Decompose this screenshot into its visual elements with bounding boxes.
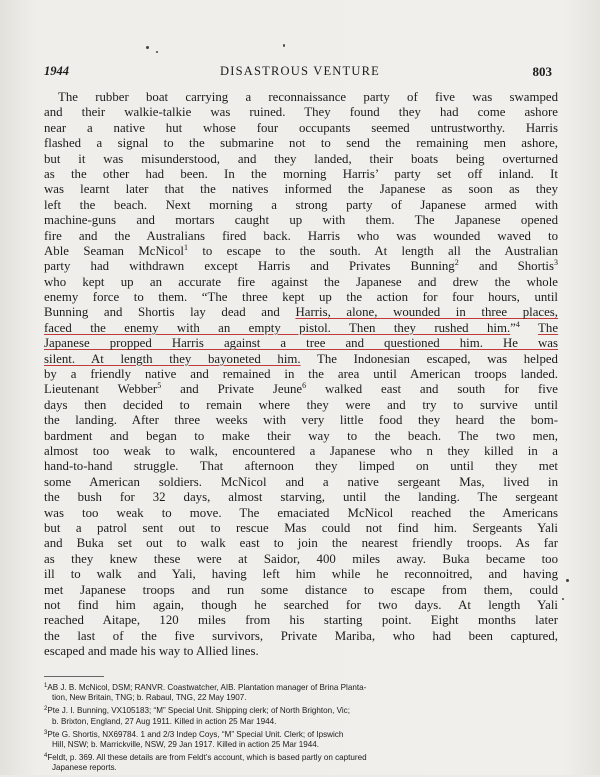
footnote-line	[44, 740, 558, 750]
text-segment: days then decided to remain where they were and try to survive until	[44, 397, 558, 412]
scan-speck	[146, 46, 149, 49]
text-segment: left the beach. Next morning a strong party of Japanese armed with	[44, 197, 558, 212]
footnote-line	[44, 717, 558, 727]
text-segment: the last of the five survivors, Private Mariba, who had been captured,	[44, 628, 558, 643]
text-line	[44, 536, 558, 551]
page-number: 803	[532, 64, 552, 79]
text-segment: and their walkie-talkie was ruined. They found they had come ashore	[44, 105, 558, 120]
text-line	[44, 121, 558, 136]
text-segment: as the other had been. In the morning Harris’ party set off inland. It	[44, 166, 558, 181]
text-segment: the bush for 32 days, almost starving, until the landing. The sergeant	[44, 490, 558, 505]
footnote	[44, 683, 558, 703]
text-segment: Able Seaman McNicol	[44, 243, 184, 258]
footnote-text: Feldt, p. 369. All these details are from Feldt’s account, which is based partly on captured	[47, 753, 367, 763]
footnote-line	[44, 683, 558, 693]
footnote-divider	[44, 676, 104, 677]
text-line	[44, 352, 558, 367]
footnote-text: Hill, NSW; b. Marrickville, NSW, 29 Jan 1917. Killed in action 25 Mar 1944.	[52, 740, 320, 750]
text-line	[44, 644, 558, 659]
footnote-reference: 3	[554, 258, 558, 268]
text-segment: the landing. After three weeks with very little food they heard the bom-	[44, 413, 558, 428]
text-line	[44, 382, 558, 397]
text-segment: Bunning and Shortis lay dead and	[44, 305, 296, 320]
text-line	[44, 198, 558, 213]
footnote-text: Japanese reports.	[52, 763, 117, 773]
footnote-line	[44, 706, 558, 716]
underlined-text: Japanese propped Harris against a tree and questioned him. He was	[44, 336, 558, 351]
text-line	[44, 567, 558, 582]
text-line	[44, 398, 558, 413]
text-segment: reached Aitape, 120 miles from his starting point. Eight months later	[44, 613, 558, 628]
footnote-text: AB J. B. McNicol, DSM; RANVR. Coastwatcher, AIB. Plantation manager of Brina Planta-	[47, 683, 367, 692]
text-segment: escaped and made his way to Allied lines.	[44, 644, 259, 659]
footnote-reference: 1	[183, 242, 188, 252]
scan-speck	[156, 51, 158, 53]
header-title: DISASTROUS VENTURE	[220, 64, 380, 78]
footnote-text: b. Brixton, England, 27 Aug 1911. Killed in action 25 Mar 1944.	[52, 716, 277, 726]
footnote-text: tion, New Britain, TNG; b. Rabaul, TNG, 22 May 1907.	[52, 693, 247, 703]
text-line	[44, 290, 558, 305]
scan-speck	[566, 579, 569, 582]
text-line	[44, 629, 558, 644]
text-segment: and Private Jeune	[161, 382, 303, 397]
text-line	[44, 598, 558, 613]
text-line	[44, 321, 558, 336]
text-segment: party had withdrawn except Harris and Privates Bunning	[44, 259, 455, 274]
text-segment: some American soldiers. McNicol and a native sergeant Mas, lived in	[44, 474, 558, 489]
text-line	[44, 413, 558, 428]
text-segment: not find him again, though he searched for two days. At length Yali	[44, 597, 558, 612]
footnote-number: 2	[44, 706, 48, 713]
text-segment: fire and the Australians fired back. Harris who was wounded waved to	[44, 228, 558, 243]
text-segment: and Shortis	[458, 259, 554, 274]
footnote	[44, 730, 558, 750]
footnote-line	[44, 693, 558, 703]
text-line	[44, 444, 558, 459]
footnote	[44, 753, 558, 773]
body-text	[44, 90, 558, 659]
text-segment: to escape to the south. At length all the Australian	[187, 243, 558, 258]
footnote-line	[44, 730, 558, 740]
text-segment: near a native hut whose four occupants seemed untrustworthy. Harris	[44, 120, 558, 135]
text-line	[44, 167, 558, 182]
footnote-number: 3	[44, 729, 48, 736]
footnote-reference: 5	[157, 381, 162, 391]
text-segment	[520, 321, 538, 335]
underlined-text: silent. At length they bayoneted him.	[44, 351, 301, 366]
text-line	[44, 244, 558, 259]
footnote-line	[44, 763, 558, 773]
text-segment: but it was misunderstood, and they landed, their boats being overturned	[44, 151, 558, 166]
underlined-text: Harris, alone, wounded in three places,	[295, 305, 559, 320]
text-line	[44, 475, 558, 490]
footnote-number: 1	[44, 683, 48, 689]
text-segment: by a friendly native and remained in the area until American troops landed.	[44, 367, 558, 382]
running-header	[44, 64, 556, 82]
text-segment: and Buka set out to walk east to join the nearest friendly troops. As far	[44, 536, 558, 551]
header-year: 1944	[44, 64, 69, 78]
underlined-text: The	[538, 320, 559, 335]
text-segment: was too weak to move. The emaciated McNicol reached the Americans	[44, 505, 558, 520]
text-line	[44, 275, 558, 290]
footnote-reference: 6	[302, 381, 307, 391]
underlined-text: faced the enemy with an empty pistol. Then they rushed him.	[44, 320, 511, 335]
text-line	[44, 336, 558, 351]
text-line	[44, 367, 558, 382]
text-segment: The rubber boat carrying a reconnaissance party of five was swamped	[58, 90, 558, 104]
text-segment: ill to walk and Yali, having left him while he reconnoitred, and having	[44, 567, 558, 582]
text-line	[44, 490, 558, 505]
footnote-number: 4	[44, 753, 48, 760]
text-segment: met Japanese troops and run some distance to escape from them, could	[44, 582, 558, 597]
text-line	[44, 429, 558, 444]
footnote	[44, 706, 558, 726]
text-line	[44, 521, 558, 536]
text-line	[44, 259, 558, 274]
footnote-text: Pte J. I. Bunning, VX105183; “M” Special Unit. Shipping clerk; of North Brighton, Vic;	[47, 706, 350, 716]
text-segment: flashed a signal to the submarine not to send the remaining men ashore,	[44, 136, 558, 151]
footnote-reference: 2	[454, 258, 459, 268]
text-segment: ”	[510, 320, 516, 335]
footnote-reference: 4	[515, 319, 520, 329]
text-segment: machine-guns and mortars caught up with them. The Japanese opened	[44, 213, 558, 228]
footnote-text: Pte G. Shortis, NX69784. 1 and 2/3 Indep Coys, “M” Special Unit. Clerk; of Ipswich	[47, 729, 344, 739]
text-segment: The Indonesian escaped, was helped	[300, 351, 558, 366]
text-line	[44, 229, 558, 244]
text-segment: walked east and south for five	[306, 382, 558, 397]
text-segment: as they knew these were at Saidor, 400 miles away. Buka became too	[44, 551, 558, 566]
text-line	[44, 136, 558, 151]
text-line	[44, 459, 558, 474]
footnote-line	[44, 753, 558, 763]
text-line	[44, 182, 558, 197]
text-segment: bardment and began to make their way to the beach. The two men,	[44, 428, 558, 443]
text-line	[44, 152, 558, 167]
text-segment: was learnt later that the natives informed the Japanese as soon as they	[44, 182, 558, 197]
text-line	[44, 506, 558, 521]
text-line	[44, 105, 558, 120]
text-line	[44, 305, 558, 320]
scan-speck	[562, 598, 564, 600]
text-segment: but a patrol sent out to rescue Mas could not find him. Sergeants Yali	[44, 520, 558, 535]
text-segment: who kept up an accurate fire against the Japanese and drew the whole	[44, 274, 558, 289]
text-line	[44, 90, 558, 105]
text-line	[44, 552, 558, 567]
text-line	[44, 213, 558, 228]
footnotes	[44, 683, 558, 777]
text-segment: hand-to-hand struggle. That afternoon they limped on until they met	[44, 459, 558, 474]
text-line	[44, 613, 558, 628]
text-segment: almost too weak to walk, encountered a Japanese who n they killed in a	[44, 443, 558, 458]
text-line	[44, 583, 558, 598]
text-segment: Lieutenant Webber	[44, 382, 158, 397]
text-segment: enemy force to them. “The three kept up the action for four hours, until	[44, 290, 558, 305]
scan-speck	[283, 44, 285, 47]
